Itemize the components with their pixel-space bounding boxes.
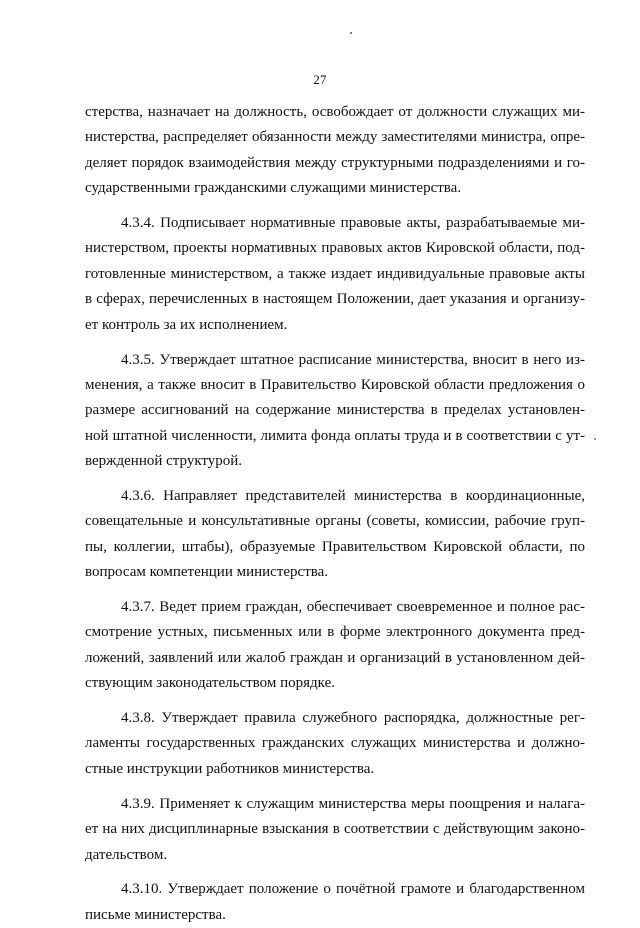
text-line: стные инструкции работников министерства. [85,760,375,777]
paragraph-4-3-10 [85,877,585,928]
document-body [85,100,585,928]
text-line: ламенты государственных гражданских служащих министерства и должно- [85,735,585,752]
text-line: 4.3.5. Утверждает штатное расписание министерства, вносит в него из- [121,351,585,368]
scan-speck [350,32,352,34]
text-line: размере ассигнований на содержание министерства в пределах установлен- [85,402,585,419]
text-line: вопросам компетенции министерства. [85,564,329,581]
page-number: 27 [313,72,327,87]
text-line: стерства, назначает на должность, освобождает от должности служащих ми- [85,104,585,120]
text-line: 4.3.8. Утверждает правила служебного распорядка, должностные рег- [121,710,585,727]
text-line: дательством. [85,846,168,863]
text-line: 4.3.7. Ведет прием граждан, обеспечивает своевременное и полное рас- [121,599,585,616]
text-line: 4.3.10. Утверждает положение о почётной грамоте и благодарственном [121,881,585,898]
text-line: деляет порядок взаимодействия между структурными подразделениями и го- [85,154,585,171]
text-line: 4.3.9. Применяет к служащим министерства меры поощрения и налага- [121,795,585,812]
paragraph-4-3-5 [85,348,585,475]
text-line: в сферах, перечисленных в настоящем Положении, дает указания и организу- [85,291,585,308]
text-line: ложений, заявлений или жалоб граждан и организаций в установленном дей- [85,649,585,666]
text-line: менения, а также вносит в Правительство Кировской области предложения о [85,376,585,393]
text-line: нистерством, проекты нормативных правовых актов Кировской области, под- [85,240,585,257]
text-line: вержденной структурой. [85,453,243,470]
text-line: ствующим законодательством порядке. [85,675,335,692]
text-line: ет на них дисциплинарные взыскания в соответствии с действующим законо- [85,821,585,838]
text-line: ет контроль за их исполнением. [85,316,288,333]
paragraph-4-3-4 [85,211,585,338]
text-line: ной штатной численности, лимита фонда оплаты труда и в соответствии с ут- [85,427,585,444]
text-line: 4.3.4. Подписывает нормативные правовые акты, разрабатываемые ми- [121,215,585,232]
text-line: письме министерства. [85,906,226,923]
paragraph-4-3-7 [85,595,585,697]
text-line: сударственными гражданскими служащими министерства. [85,180,462,197]
text-line: готовленные министерством, а также издает индивидуальные правовые акты [85,265,585,282]
text-line: нистерства, распределяет обязанности между заместителями министра, опре- [85,129,585,146]
text-line: 4.3.6. Направляет представителей министерства в координационные, [121,487,585,504]
paragraph-4-3-6 [85,484,585,586]
text-line: совещательные и консультативные органы (советы, комиссии, рабочие груп- [85,513,585,530]
paragraph-4-3-8 [85,706,585,782]
text-line: смотрение устных, письменных или в форме электронного документа пред- [85,624,585,641]
paragraph-4-3-9 [85,792,585,868]
paragraph-continuation [85,100,585,202]
text-line: пы, коллегии, штабы), образуемые Правительством Кировской области, по [85,538,585,555]
scan-speck [594,438,596,440]
